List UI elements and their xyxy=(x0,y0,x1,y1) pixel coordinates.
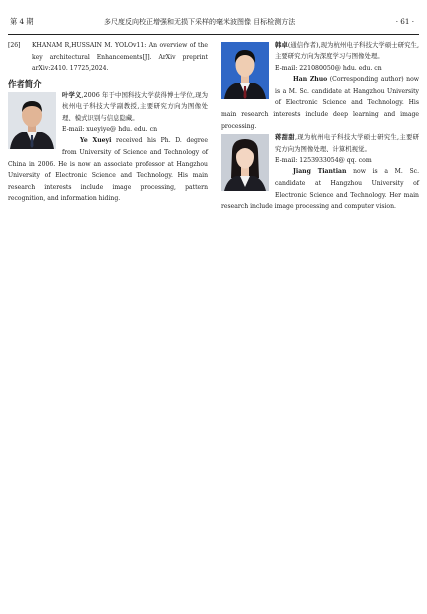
left-column xyxy=(8,40,208,205)
header-rule xyxy=(8,34,419,35)
author-zh-name: 韩卓 xyxy=(275,41,288,49)
author-email: E-mail: xueyiye@ hdu. edu. cn xyxy=(62,126,158,133)
author-en-name: Han Zhuo xyxy=(293,76,328,84)
author-bio-han-zhuo xyxy=(221,40,419,132)
author-en-name: Ye Xueyi xyxy=(80,137,112,145)
author-photo-han-zhuo xyxy=(221,42,269,99)
page-number: · 61 · xyxy=(395,17,414,26)
author-zh-name: 叶学义 xyxy=(62,90,82,99)
author-photo-ye-xueyi xyxy=(8,92,56,149)
issue-label: 第 4 期 xyxy=(10,17,34,26)
author-en-text: (Corresponding author) now is a M. Sc. candidate at Hangzhou University of Electronic Science and Technology. His main research interests include deep learning and image processing. xyxy=(221,76,419,130)
author-en-text: now is a M. Sc. candidate at Hangzhou University of Electronic Science and Technology. Her main research include image processing and computer vision. xyxy=(221,168,420,211)
author-en-name: Jiang Tiantian xyxy=(293,168,347,176)
author-email: E-mail: 1253933054@ qq. com xyxy=(275,157,372,164)
author-bio-ye-xueyi xyxy=(8,90,208,205)
reference-text: KHANAM R,HUSSAIN M. YOLOv11: An overview of the key architectural Enhancements[J]. ArXiv preprint arXiv:2410. 17725,2024. xyxy=(32,42,208,73)
author-bio-jiang-tiantian xyxy=(221,132,419,213)
section-title: 作者简介 xyxy=(8,78,42,89)
author-email: E-mail: 221080050@ hdu. edu. cn xyxy=(275,64,382,72)
right-column xyxy=(221,40,419,213)
author-zh-text: (通信作者),现为杭州电子科技大学硕士研究生,主要研究方向为深度学习与图像处理。 xyxy=(275,41,420,61)
running-header xyxy=(10,15,417,29)
author-zh-text: ,2006 年于中国科技大学获得博士学位,现为杭州电子科技大学副教授,主要研究方向为图像处理、模式识别与信息隐藏。 xyxy=(62,90,209,122)
reference-entry xyxy=(8,40,208,75)
author-photo-jiang-tiantian xyxy=(221,134,269,191)
author-en-text: received his Ph. D. degree from University of Science and Technology of China in 2006. He is now an associate professor at Hangzhou University of Electronic Science and Technology. His main research interests include image processing, pattern recognition, and information hiding. xyxy=(8,137,208,203)
reference-number: [26] xyxy=(8,42,21,49)
author-zh-text: ,现为杭州电子科技大学硕士研究生,主要研究方向为图像处理、计算机视觉。 xyxy=(275,133,420,153)
author-zh-name: 蒋甜甜 xyxy=(275,133,295,142)
running-title: 多尺度反向校正增强和无损下采样的毫米波图像 目标检测方法 xyxy=(104,18,296,26)
